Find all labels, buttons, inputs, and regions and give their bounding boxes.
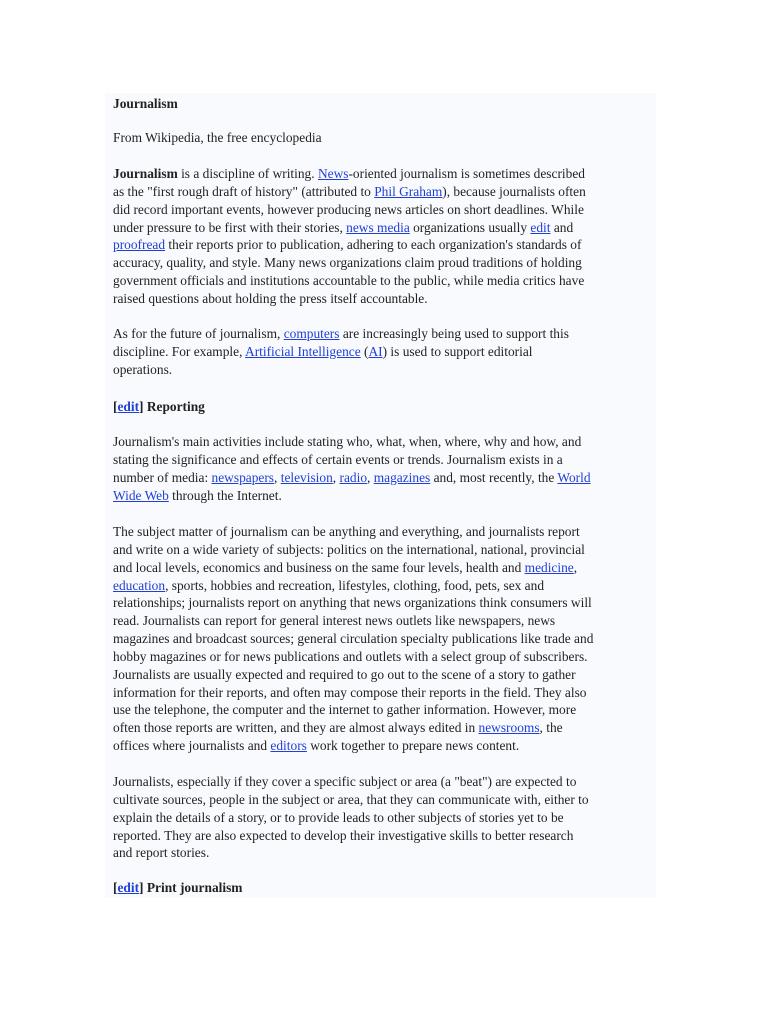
section-heading-print-journalism: [edit] Print journalism: [113, 880, 243, 895]
text-line: cultivate sources, people in the subject or area, that they can communicate with, either to: [113, 791, 589, 807]
link-medicine[interactable]: medicine: [524, 559, 574, 575]
link-edit[interactable]: edit: [530, 219, 551, 235]
text-line: education, sports, hobbies and recreation, lifestyles, clothing, food, pets, sex and: [113, 577, 545, 593]
text-line: read. Journalists can report for general interest news outlets like newspapers, news: [113, 613, 556, 629]
text-line: Journalists are usually expected and required to go out to the scene of a story to gather: [113, 666, 576, 682]
link-world-wide-web[interactable]: Wide Web: [113, 487, 169, 503]
text-line: hobby magazines or for news publications and outlets with a select group of subscribers.: [113, 648, 588, 664]
link-radio[interactable]: radio: [339, 469, 368, 485]
text-line: government officials and institutions accountable to the public, while media critics have: [113, 273, 585, 289]
text-line: raised questions about holding the press itself accountable.: [113, 290, 428, 306]
text-line: information for their reports, and often may compose their reports in the field. They also: [113, 684, 587, 700]
link-ai[interactable]: AI: [368, 343, 383, 359]
text-line: as the "first rough draft of history" (attributed to Phil Graham), because journalists often: [113, 183, 586, 199]
text-line: under pressure to be first with their stories, news media organizations usually edit and: [113, 219, 574, 235]
text-line: and local levels, economics and business on the same four levels, health and medicine,: [113, 559, 578, 575]
text-line: relationships; journalists report on anything that news organizations think consumers will: [113, 595, 592, 611]
section-heading-reporting: [edit] Reporting: [113, 399, 205, 414]
text-line: use the telephone, the computer and the internet to gather information. However, more: [113, 702, 577, 718]
text-line: magazines and broadcast sources; general circulation specialty publications like trade and: [113, 631, 594, 647]
text-line: operations.: [113, 361, 173, 377]
edit-section-link[interactable]: edit: [117, 880, 140, 895]
reporting-paragraph-1: [113, 433, 649, 504]
text-line: did record important events, however producing news articles on short deadlines. While: [113, 201, 584, 217]
future-paragraph: [113, 325, 649, 379]
article-page: [105, 93, 656, 898]
link-proofread[interactable]: proofread: [113, 237, 166, 253]
link-television[interactable]: television: [280, 469, 333, 485]
link-editors[interactable]: editors: [270, 738, 307, 754]
link-news-media[interactable]: news media: [346, 219, 410, 235]
text-line: discipline. For example, Artificial Intelligence (AI) is used to support editorial: [113, 343, 533, 359]
link-magazines[interactable]: magazines: [373, 469, 431, 485]
text-line: Journalism is a discipline of writing. News-oriented journalism is sometimes described: [113, 166, 585, 181]
link-phil-graham[interactable]: Phil Graham: [374, 183, 443, 199]
text-line: The subject matter of journalism can be anything and everything, and journalists report: [113, 524, 580, 539]
intro-paragraph: [113, 165, 649, 308]
article-title: Journalism: [113, 96, 178, 111]
edit-section-link[interactable]: edit: [117, 399, 140, 414]
text-line: stating the significance and effects of certain events or trends. Journalism exists in a: [113, 451, 563, 467]
link-newspapers[interactable]: newspapers: [211, 469, 275, 485]
text-line: and write on a wide variety of subjects: politics on the international, national, provincial: [113, 541, 585, 557]
link-newsrooms[interactable]: newsrooms: [478, 720, 540, 736]
reporting-paragraph-3: [113, 773, 649, 862]
link-artificial-intelligence[interactable]: Artificial Intelligence: [245, 343, 361, 359]
text-line: often those reports are written, and they are almost always edited in newsrooms, the: [113, 720, 563, 736]
text-line: proofread their reports prior to publication, adhering to each organization's standards of: [113, 237, 582, 253]
text-line: explain the details of a story, or to provide leads to other subjects of stories yet to be: [113, 809, 564, 825]
text-line: Wide Web through the Internet.: [113, 487, 282, 503]
link-education[interactable]: education: [113, 577, 166, 593]
text-line: reported. They are also expected to develop their investigative skills to better research: [113, 827, 574, 843]
text-line: Journalism's main activities include stating who, what, when, where, why and how, and: [113, 434, 582, 449]
text-line: Journalists, especially if they cover a specific subject or area (a "beat") are expected to: [113, 774, 577, 789]
article-source: From Wikipedia, the free encyclopedia: [113, 130, 322, 145]
link-computers[interactable]: computers: [283, 326, 340, 341]
bold-term: Journalism: [113, 166, 178, 181]
text-line: and report stories.: [113, 845, 210, 861]
text-line: offices where journalists and editors work together to prepare news content.: [113, 738, 520, 754]
reporting-paragraph-2: [113, 523, 649, 755]
text-line: number of media: newspapers, television, radio, magazines and, most recently, the World: [113, 469, 591, 485]
text-line: accuracy, quality, and style. Many news organizations claim proud traditions of holding: [113, 255, 582, 271]
text-line: As for the future of journalism, computers are increasingly being used to support this: [113, 326, 569, 341]
link-news[interactable]: News: [317, 166, 349, 181]
link-world-wide-web[interactable]: World: [557, 469, 591, 485]
